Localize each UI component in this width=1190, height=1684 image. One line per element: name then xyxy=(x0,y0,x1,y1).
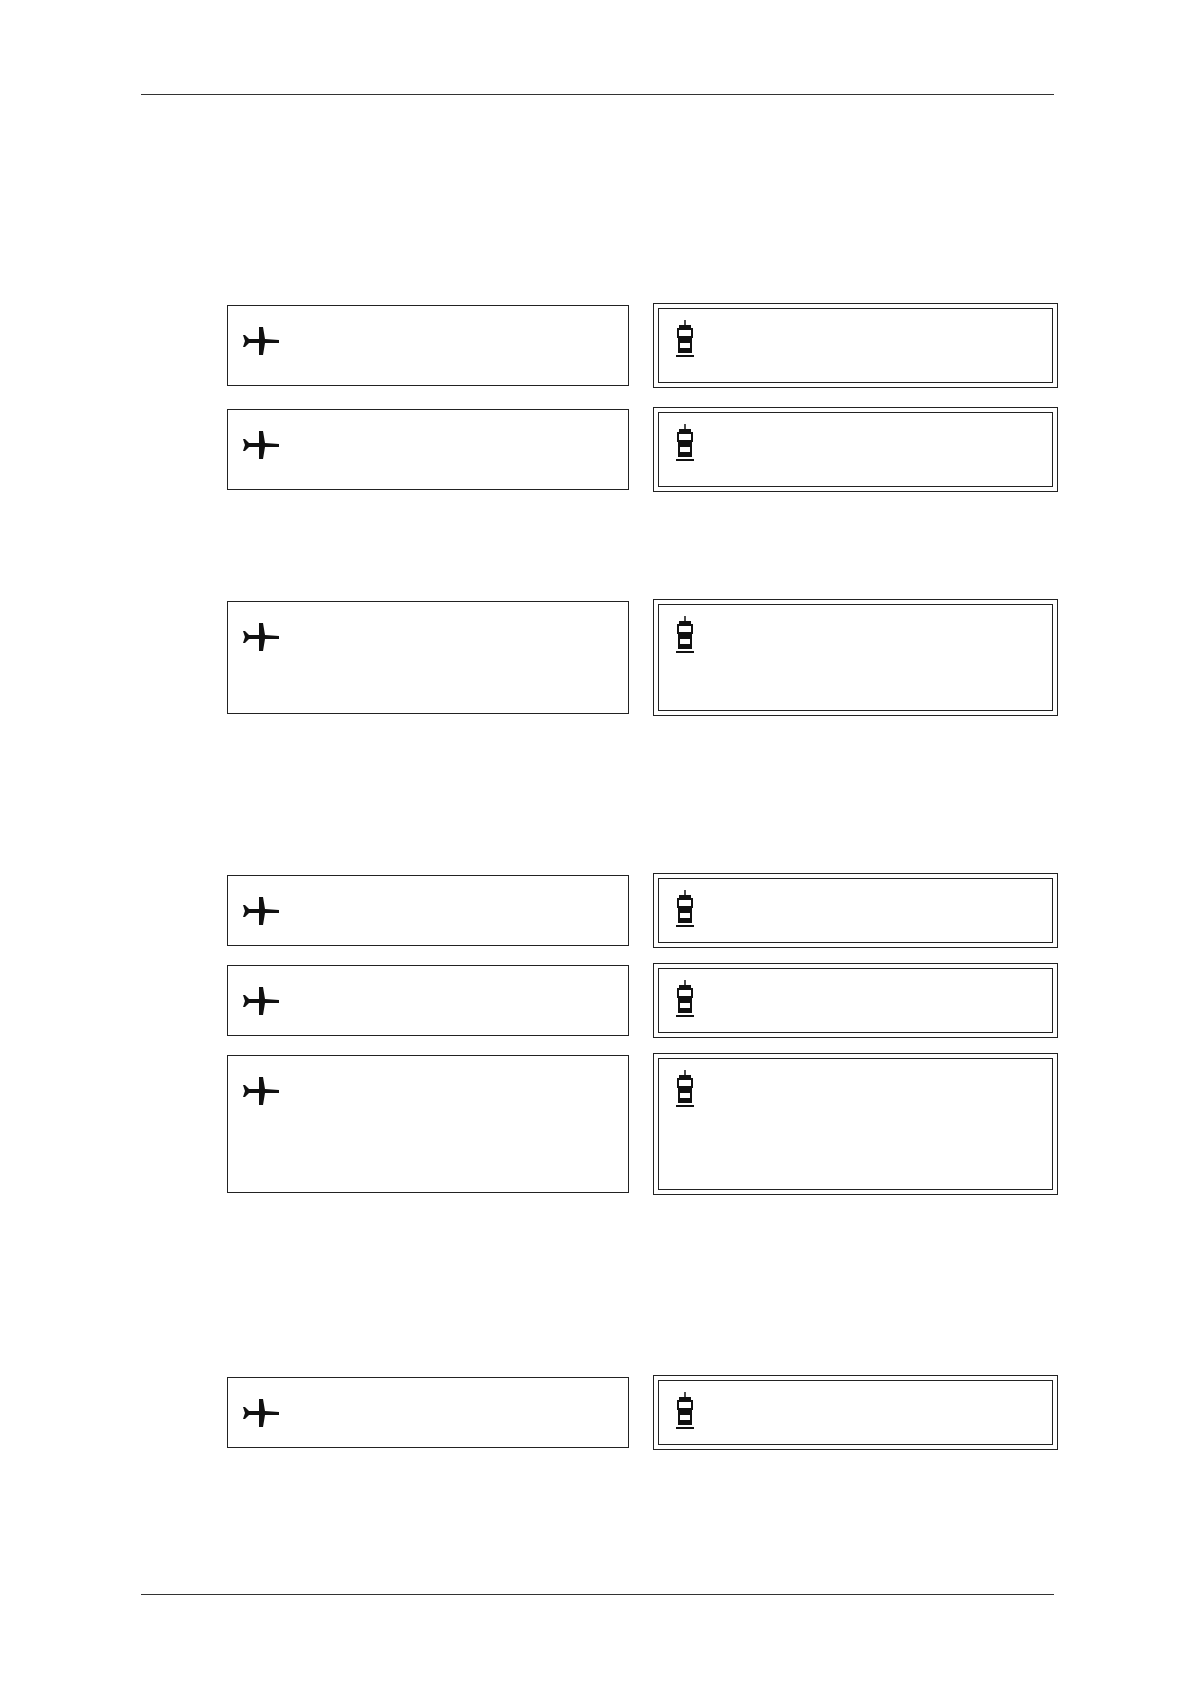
atc-message-box xyxy=(653,599,1058,716)
pilot-message-box xyxy=(227,1377,629,1448)
control-tower-icon xyxy=(675,890,695,930)
airplane-icon xyxy=(243,1390,279,1430)
atc-message-box xyxy=(653,1053,1058,1195)
control-tower-icon xyxy=(675,1392,695,1432)
pilot-message-box xyxy=(227,409,629,490)
footer-rule xyxy=(141,1594,1054,1595)
atc-message-box xyxy=(653,873,1058,948)
pilot-message-box xyxy=(227,1055,629,1193)
atc-message-box xyxy=(653,963,1058,1038)
control-tower-icon xyxy=(675,1070,695,1110)
atc-message-box xyxy=(653,407,1058,492)
pilot-message-box xyxy=(227,965,629,1036)
control-tower-icon xyxy=(675,320,695,360)
pilot-message-box xyxy=(227,305,629,386)
control-tower-icon xyxy=(675,616,695,656)
airplane-icon xyxy=(243,888,279,928)
pilot-message-box xyxy=(227,875,629,946)
airplane-icon xyxy=(243,318,279,358)
control-tower-icon xyxy=(675,980,695,1020)
header-rule xyxy=(141,94,1054,95)
pilot-message-box xyxy=(227,601,629,714)
airplane-icon xyxy=(243,1068,279,1108)
airplane-icon xyxy=(243,978,279,1018)
airplane-icon xyxy=(243,422,279,462)
atc-message-box xyxy=(653,1375,1058,1450)
control-tower-icon xyxy=(675,424,695,464)
airplane-icon xyxy=(243,614,279,654)
atc-message-box xyxy=(653,303,1058,388)
